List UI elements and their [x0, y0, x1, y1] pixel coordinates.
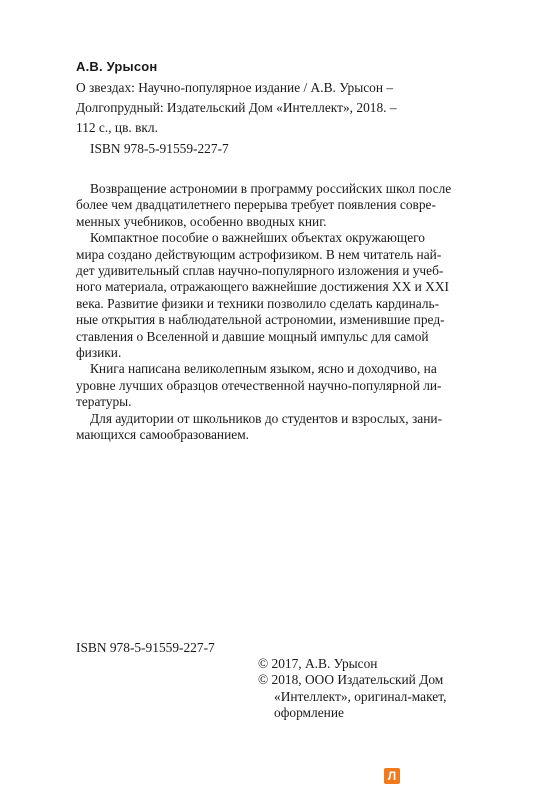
- annotation-line: физики.: [76, 345, 122, 361]
- annotation-paragraph: [76, 411, 470, 444]
- annotation-line: тературы.: [76, 394, 132, 410]
- annotation-line: Для аудитории от школьников до студентов и взрослых, зани-: [90, 410, 443, 426]
- copyright-line: © 2017, А.В. Урысон: [258, 656, 378, 671]
- bibliographic-description: [76, 78, 466, 138]
- annotation-line: мающихся самообразованием.: [76, 427, 250, 443]
- bibliographic-line: О звездах: Научно-популярное издание / А.В. Урысон –: [76, 80, 394, 95]
- isbn-top: ISBN 978-5-91559-227-7: [90, 141, 229, 156]
- annotation-line: менных учебников, особенно вводных книг.: [76, 213, 327, 229]
- annotation-line: Компактное пособие о важнейших объектах окружающего: [90, 230, 425, 246]
- copyright-line: оформление: [274, 705, 344, 721]
- annotation-paragraph: [76, 361, 470, 410]
- annotation-line: Возвращение астрономии в программу российских школ после: [90, 181, 452, 196]
- isbn-bottom: ISBN 978-5-91559-227-7: [76, 640, 215, 655]
- copyright-block: [258, 656, 478, 722]
- annotation: [76, 181, 470, 444]
- copyright-line: © 2018, ООО Издательский Дом: [258, 672, 444, 688]
- labirint-logo-icon: [384, 768, 400, 784]
- annotation-line: уровне лучших образцов отечественной научно-популярной ли-: [76, 377, 442, 393]
- annotation-line: более чем двадцатилетнего перерыва требует появления совре-: [76, 197, 436, 213]
- annotation-paragraph: [76, 230, 470, 361]
- annotation-line: Книга написана великолепным языком, ясно и доходчиво, на: [90, 361, 437, 377]
- annotation-line: дет удивительный сплав научно-популярного изложения и учеб-: [76, 263, 444, 279]
- logo-letter: Л: [387, 769, 397, 783]
- annotation-line: ные открытия в наблюдательной астрономии, изменившие пред-: [76, 312, 445, 328]
- annotation-paragraph: [76, 181, 470, 230]
- author-name: А.В. Урысон: [76, 59, 158, 74]
- bibliographic-line: 112 с., цв. вкл.: [76, 120, 158, 135]
- annotation-line: века. Развитие физики и техники позволило сделать кардиналь-: [76, 295, 440, 311]
- annotation-line: ного материала, отражающего важнейшие достижения XX и XXI: [76, 279, 449, 295]
- copyright-line: «Интеллект», оригинал-макет,: [274, 688, 447, 704]
- annotation-line: мира создано действующим астрофизиком. В нем читатель най-: [76, 246, 442, 262]
- bibliographic-line: Долгопрудный: Издательский Дом «Интеллект», 2018. –: [76, 100, 397, 115]
- annotation-line: ставления о Вселенной и давшие мощный импульс для самой: [76, 328, 429, 344]
